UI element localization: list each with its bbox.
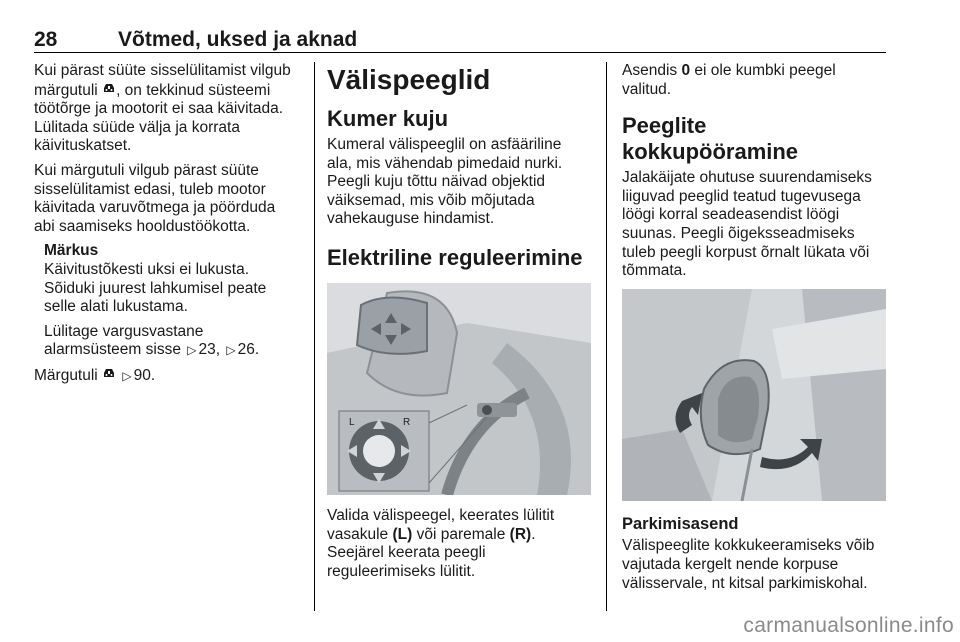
paragraph-select-mirror	[327, 507, 591, 581]
text-line: Sõiduki juurest lahkumisel peate	[44, 279, 267, 297]
text-line: löögi korral seadeasendist löögi	[622, 206, 840, 224]
watermark: carmanualsonline.info	[743, 614, 954, 637]
text-span: vasakule	[327, 525, 389, 543]
section-heading-exterior-mirrors: Välispeeglid	[327, 64, 491, 95]
paragraph-folding	[622, 169, 888, 281]
text-line: Valida välispeegel, keerates lülitit	[327, 506, 555, 524]
note-paragraph-2	[44, 323, 300, 360]
text-line: Kumeral välispeeglil on asfääriline	[327, 136, 562, 153]
text-line: valitud.	[622, 80, 672, 98]
text-line	[34, 81, 300, 101]
column-3	[622, 62, 888, 599]
text-line: Välispeeglite kokkukeeramiseks võib	[622, 537, 875, 555]
column-2	[327, 62, 591, 587]
text-span: .	[531, 525, 536, 543]
reference-arrow-icon[interactable]: ▷	[122, 368, 132, 383]
svg-text:L: L	[349, 416, 355, 428]
text-line: Käivitustõkesti uksi ei lukusta.	[44, 260, 250, 278]
paragraph-position-zero	[622, 62, 888, 99]
paragraph-indicator-reference	[34, 366, 300, 386]
text-span: Märgutuli	[34, 366, 98, 384]
subheading-convex-shape: Kumer kuju	[327, 106, 449, 131]
text-line: töötõrge ja mootorit ei saa käivitada.	[34, 100, 283, 118]
svg-text:R: R	[403, 416, 411, 428]
page-title: Võtmed, uksed ja aknad	[118, 28, 358, 51]
text-line	[327, 526, 591, 545]
text-line: Lülitage vargusvastane	[44, 322, 204, 340]
text-line: Jalakäijate ohutuse suurendamiseks	[622, 169, 872, 187]
page-reference-link[interactable]: 90.	[133, 366, 156, 384]
reference-arrow-icon[interactable]: ▷	[187, 343, 197, 358]
text-line: vahekauguse hindamist.	[327, 210, 495, 228]
text-line: Peegli kuju tõttu näivad objektid	[327, 173, 546, 191]
paragraph-immobiliser-fault	[34, 62, 300, 156]
text-line: tõmmata.	[622, 262, 687, 280]
text-line	[44, 341, 300, 360]
paragraph-spare-key	[34, 162, 300, 236]
position-zero-label: 0	[681, 62, 691, 79]
note-box	[44, 242, 300, 360]
text-span: märgutuli	[34, 81, 98, 99]
text-line: käivituskatset.	[34, 137, 132, 155]
header-rule	[34, 52, 886, 53]
text-span: Asendis	[622, 62, 678, 79]
text-span: ei ole kumbki peegel	[694, 62, 836, 79]
text-line: käivitada varuvõtmega ja pöörduda	[34, 199, 276, 217]
page-reference-link[interactable]: 23,	[198, 341, 221, 359]
subheading-electric-adjustment: Elektriline reguleerimine	[327, 244, 583, 270]
text-line: tuleb peegli korpust õrnalt lükata või	[622, 243, 870, 261]
text-line: vajutada kergelt nende korpuse	[622, 555, 839, 573]
label-left: (L)	[392, 525, 413, 543]
column-divider-2	[606, 62, 607, 611]
mirror-folding-illustration	[622, 289, 886, 501]
text-line: Kui märgutuli vilgub pärast süüte	[34, 161, 259, 179]
text-line: väiksemad, mis võib mõjutada	[327, 191, 535, 209]
text-line: Kui pärast süüte sisselülitamist vilgub	[34, 62, 291, 79]
paragraph-convex	[327, 136, 591, 229]
text-span: alarmsüsteem sisse	[44, 341, 181, 359]
text-line: selle alati lukustama.	[44, 298, 188, 316]
text-line: Lülitada süüde välja ja korrata	[34, 118, 240, 136]
text-line: ala, mis vähendab pimedaid nurki.	[327, 154, 563, 172]
text-line: sisselülitamist edasi, tuleb mootor	[34, 180, 266, 198]
page-reference-link[interactable]: 26.	[237, 341, 260, 359]
note-heading: Märkus	[44, 242, 99, 260]
immobiliser-car-key-icon	[102, 81, 116, 100]
text-line: Seejärel keerata peegli	[327, 544, 486, 562]
page-number: 28	[34, 28, 58, 51]
text-line: suunas. Peegli õigeksseadmiseks	[622, 224, 855, 242]
text-span: , on tekkinud süsteemi	[116, 81, 271, 99]
text-line	[622, 62, 888, 81]
note-paragraph-1	[44, 261, 300, 317]
reference-arrow-icon[interactable]: ▷	[226, 343, 236, 358]
subheading-parking-position: Parkimisasend	[622, 514, 739, 533]
subheading-folding-mirrors: Peeglite kokkupööramine	[622, 113, 799, 165]
text-span: või paremale	[416, 525, 506, 543]
column-1	[34, 62, 300, 392]
column-divider-1	[314, 62, 315, 611]
paragraph-parking	[622, 537, 888, 593]
label-right: (R)	[509, 525, 532, 543]
text-line: reguleerimiseks lülitit.	[327, 562, 476, 580]
mirror-adjustment-switch-illustration	[327, 283, 591, 495]
text-line: liiguvad peeglid teatud tugevusega	[622, 187, 861, 205]
immobiliser-car-key-icon	[102, 366, 116, 385]
text-line: abi saamiseks hooldustöökotta.	[34, 217, 251, 235]
text-line: välisservale, nt kitsal parkimiskohal.	[622, 574, 868, 592]
